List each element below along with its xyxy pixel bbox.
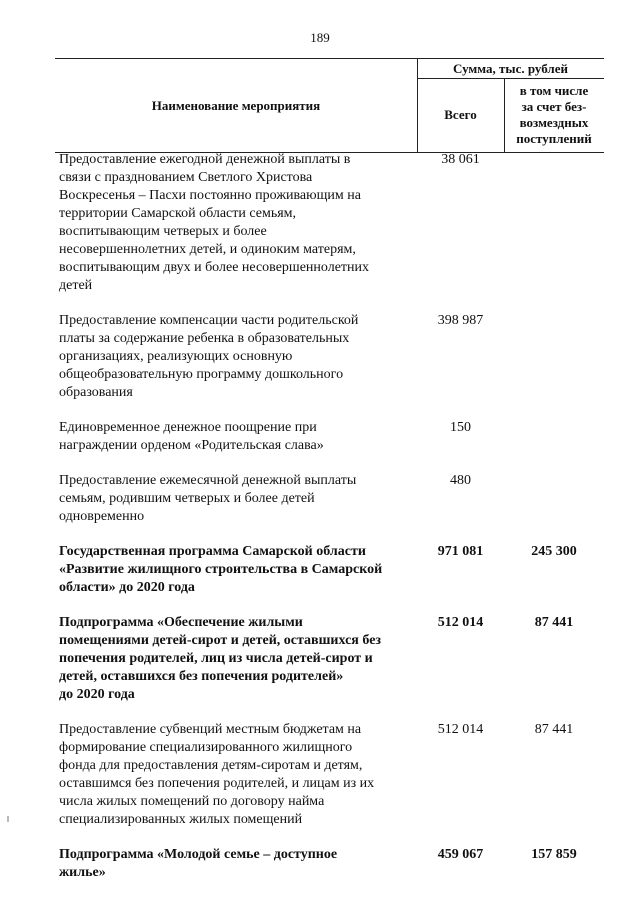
row-name — [55, 312, 417, 402]
header-grants-column — [504, 78, 604, 152]
row-name — [55, 846, 417, 882]
row-name-line: Подпрограмма «Обеспечение жилыми — [59, 615, 303, 630]
table-row — [55, 472, 604, 526]
row-name-line: платы за содержание ребенка в образовательных — [59, 331, 350, 346]
row-name-line: одновременно — [59, 509, 145, 524]
row-name-line: помещениями детей-сирот и детей, оставшихся без — [59, 633, 382, 648]
row-name-line: Предоставление субвенций местным бюджетам на — [59, 722, 362, 737]
row-total: 150 — [450, 420, 471, 435]
row-name — [55, 419, 417, 455]
row-name-line: воспитывающим двух и более несовершеннолетних — [59, 260, 370, 275]
row-total: 38 061 — [441, 152, 480, 167]
page-number: 189 — [310, 30, 330, 45]
row-name — [55, 614, 417, 704]
row-grants: 87 441 — [534, 722, 574, 737]
header-name-column: Наименование мероприятия — [151, 97, 321, 113]
scan-artifact — [7, 816, 9, 822]
table-row — [55, 614, 604, 704]
table-row — [55, 543, 604, 597]
header-grants-line: возмездных — [519, 115, 589, 130]
row-total: 459 067 — [437, 847, 484, 862]
row-name-line: жилье» — [59, 865, 106, 880]
row-name-line: воспитывающим четверых и более — [59, 224, 267, 239]
row-grants — [504, 419, 604, 455]
table-row — [55, 312, 604, 402]
row-total: 398 987 — [437, 313, 484, 328]
row-grants: 87 441 — [534, 615, 574, 630]
row-name — [55, 543, 417, 597]
row-name-line: Подпрограмма «Молодой семье – доступное — [59, 847, 338, 862]
row-name-line: организациях, реализующих основную — [59, 349, 293, 364]
row-total: 971 081 — [437, 544, 484, 559]
table-row — [55, 151, 604, 295]
row-name — [55, 721, 417, 829]
row-name-line: Предоставление компенсации части родительской — [59, 313, 359, 328]
row-name-line: Предоставление ежемесячной денежной выплаты — [59, 473, 357, 488]
header-grants-line: за счет без- — [521, 99, 587, 114]
row-name-line: детей, оставшихся без попечения родителей» — [59, 669, 344, 684]
row-name-line: до 2020 года — [59, 687, 135, 702]
row-name-line: образования — [59, 385, 133, 400]
row-name-line: семьям, родившим четверых и более детей — [59, 491, 315, 506]
table-header — [55, 58, 604, 153]
row-grants: 245 300 — [531, 544, 577, 559]
row-name-line: специализированных жилых помещений — [59, 812, 303, 827]
row-name — [55, 472, 417, 526]
header-grants-line: в том числе — [519, 83, 589, 98]
row-name-line: территории Самарской области семьям, — [59, 206, 297, 221]
row-name-line: попечения родителей, лиц из числа детей-сирот и — [59, 651, 373, 666]
table-body — [55, 151, 604, 899]
row-grants — [504, 151, 604, 295]
row-total: 512 014 — [437, 722, 484, 737]
row-name-line: Государственная программа Самарской области — [59, 544, 366, 559]
table-row — [55, 846, 604, 882]
row-name-line: «Развитие жилищного строительства в Самарской — [59, 562, 383, 577]
row-name-line: Воскресенья – Пасхи постоянно проживающим на — [59, 188, 361, 203]
row-name-line: несовершеннолетних детей, и одиноким матерям, — [59, 242, 356, 257]
row-name — [55, 151, 417, 295]
table-row — [55, 419, 604, 455]
row-name-line: области» до 2020 года — [59, 580, 195, 595]
row-grants — [504, 312, 604, 402]
row-total: 512 014 — [437, 615, 484, 630]
row-name-line: Единовременное денежное поощрение при — [59, 420, 317, 435]
row-total: 480 — [450, 473, 471, 488]
table-row — [55, 721, 604, 829]
row-grants — [504, 472, 604, 526]
row-name-line: оставшимся без попечения родителей, и лицам из их — [59, 776, 375, 791]
row-name-line: числа жилых помещений по договору найма — [59, 794, 325, 809]
row-name-line: детей — [59, 278, 93, 293]
row-name-line: Предоставление ежегодной денежной выплаты в — [59, 152, 351, 167]
header-sum-group: Сумма, тыс. рублей — [453, 60, 568, 76]
row-name-line: фонда для предоставления детям-сиротам и детям, — [59, 758, 363, 773]
row-name-line: общеобразовательную программу дошкольного — [59, 367, 344, 382]
row-grants: 157 859 — [531, 847, 577, 862]
row-name-line: награждении орденом «Родительская слава» — [59, 438, 324, 453]
row-name-line: формирование специализированного жилищного — [59, 740, 353, 755]
header-total-column: Всего — [444, 107, 477, 122]
header-grants-line: поступлений — [516, 131, 592, 146]
row-name-line: связи с празднованием Светлого Христова — [59, 170, 313, 185]
